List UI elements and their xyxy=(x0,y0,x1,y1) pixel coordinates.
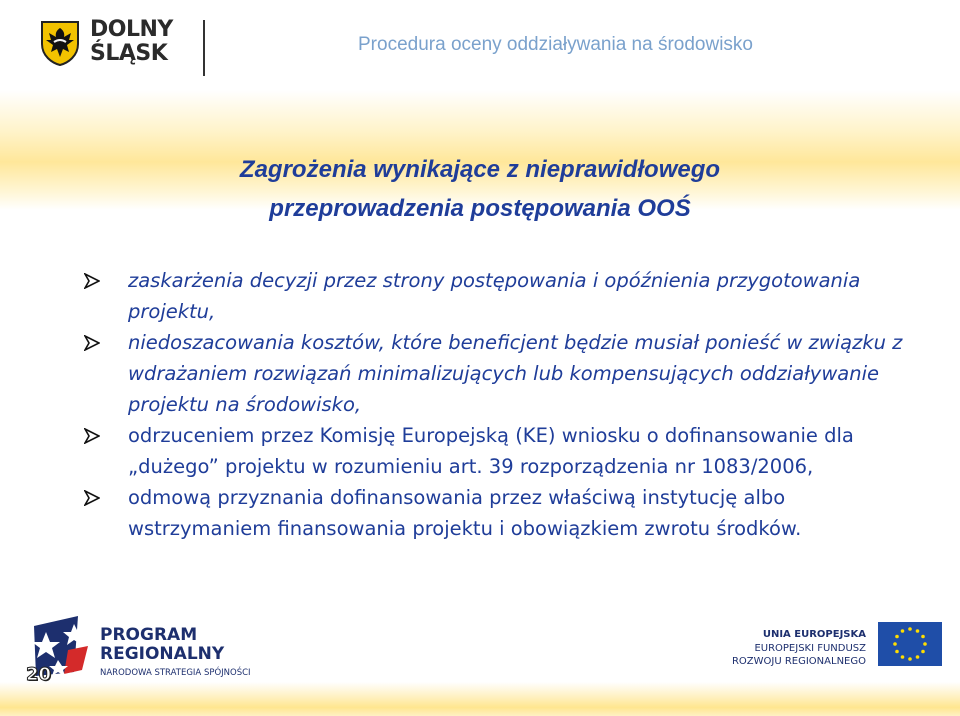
slide-title xyxy=(210,150,750,228)
footer-gradient-band xyxy=(0,682,960,716)
bullet-text: zaskarżenia decyzji przez strony postępowania i opóźnienia przygotowania projektu, xyxy=(128,269,861,323)
eu-flag-icon xyxy=(878,622,942,666)
program-line-3: NARODOWA STRATEGIA SPÓJNOŚCI xyxy=(100,668,251,678)
program-line-1: PROGRAM xyxy=(100,625,198,645)
bullet-item xyxy=(80,265,920,327)
logo-line-2: ŚLĄSK xyxy=(90,41,168,66)
eu-line-2: EUROPEJSKI FUNDUSZ xyxy=(754,643,866,654)
slide-title-line-1: Zagrożenia wynikające z nieprawidłowego xyxy=(239,156,721,183)
program-line-2: REGIONALNY xyxy=(100,644,225,664)
bullet-item xyxy=(80,327,920,420)
bullet-item xyxy=(80,482,920,544)
silesian-eagle-crest-icon xyxy=(40,20,80,66)
program-regionalny-text xyxy=(100,626,275,680)
eu-line-3: ROZWOJU REGIONALNEGO xyxy=(731,656,866,667)
page-number: 20 xyxy=(26,664,52,685)
bullet-text: niedoszacowania kosztów, które beneficjent będzie musiał ponieść w związku z wdrażaniem rozwiązań minimalizujących lub kompensujących oddziaływanie projektu na środowisko, xyxy=(128,331,903,416)
header-title: Procedura oceny oddziaływania na środowisko xyxy=(358,34,754,55)
arrowhead-check-icon xyxy=(84,335,100,351)
bullet-text: odrzuceniem przez Komisję Europejską (KE) wniosku o dofinansowanie dla „dużego” projektu w rozumieniu art. 39 rozporządzenia nr 1083/2006, xyxy=(128,424,854,478)
slide-title-line-2: przeprowadzenia postępowania OOŚ xyxy=(269,195,691,222)
bullet-item xyxy=(80,420,920,482)
arrowhead-check-icon xyxy=(84,273,100,289)
program-regionalny-logo xyxy=(28,612,268,682)
eu-text xyxy=(732,628,866,668)
eu-logo xyxy=(728,622,942,672)
arrowhead-check-icon xyxy=(84,428,100,444)
dolny-slask-logo xyxy=(40,18,180,72)
arrowhead-check-icon xyxy=(84,490,100,506)
bullet-list xyxy=(80,265,920,544)
header-divider xyxy=(203,20,205,76)
eu-line-1: UNIA EUROPEJSKA xyxy=(762,629,866,640)
logo-line-1: DOLNY xyxy=(90,17,173,42)
logo-wordmark xyxy=(90,18,190,66)
bullet-text: odmową przyznania dofinansowania przez właściwą instytucję albo wstrzymaniem finansowania projektu i obowiązkiem zwrotu środków. xyxy=(128,486,802,540)
